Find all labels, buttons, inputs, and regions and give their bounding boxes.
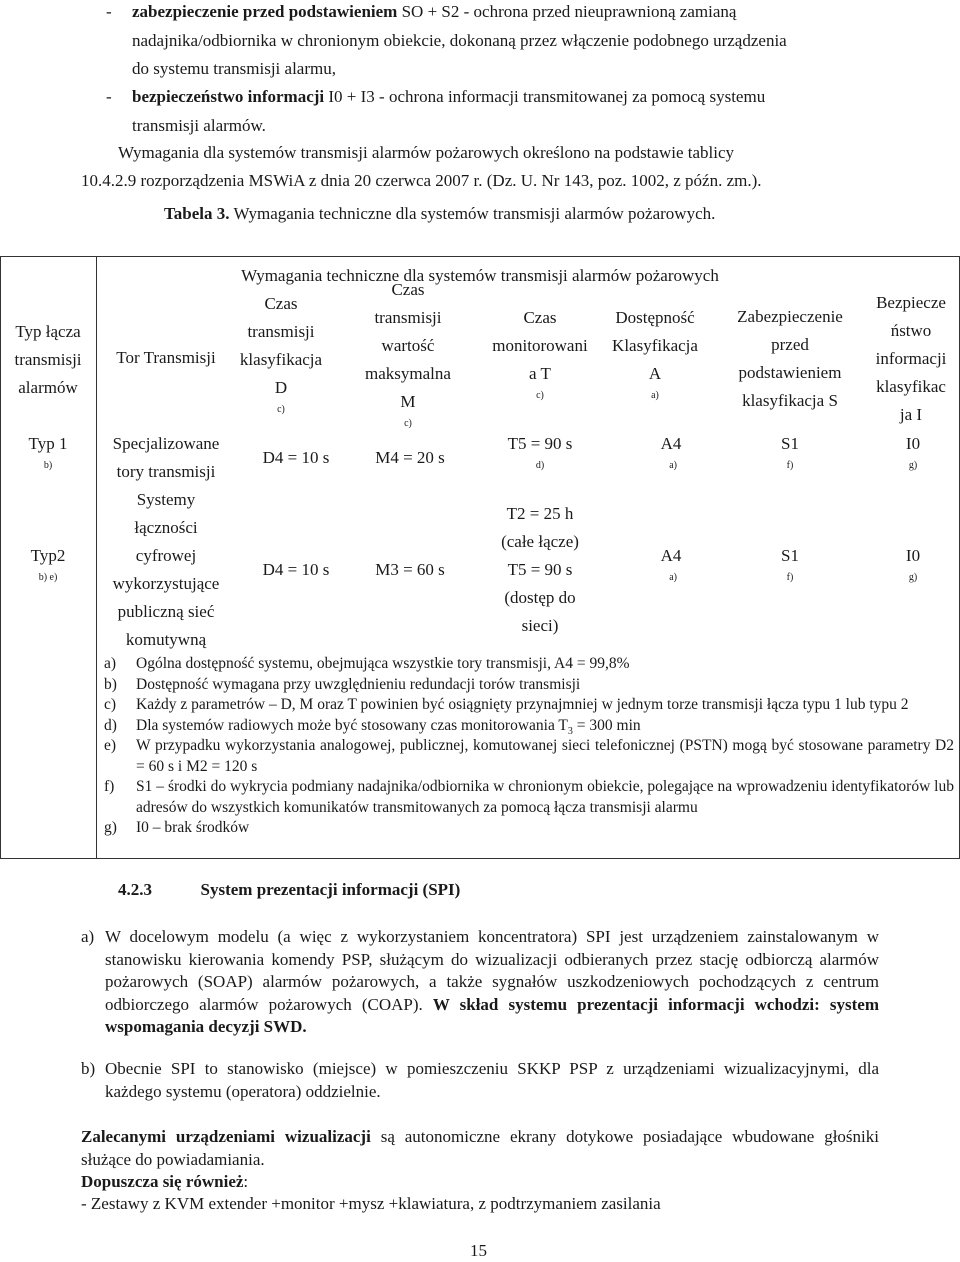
header-link-type: Typ łącza transmisji alarmów (14, 322, 82, 397)
information-security-line2: transmisji alarmów. (132, 116, 266, 135)
table-note-g: g) I0 – brak środków (104, 819, 250, 836)
information-security-desc: I0 + I3 - ochrona informacji transmitowanej za pomocą systemu (328, 87, 766, 106)
recommended-devices (81, 1126, 879, 1171)
table-row-1-t: T5 = 90 s $^{d)}$ (507, 434, 573, 472)
dash-2: - (106, 87, 112, 106)
section-item-b: Obecnie SPI to stanowisko (miejsce) w pomieszczeniu SKKP PSP z urządzeniami wizualizacyjnymi, dla każdego systemu (operatora) oddzielnie. (105, 1059, 879, 1101)
table-caption-text: Wymagania techniczne dla systemów transmisji alarmów pożarowych. (233, 204, 716, 223)
header-transmission-path: Tor Transmisji (116, 348, 216, 367)
header-time-m: Czas transmisji wartość maksymalna M $^{c)}$ (365, 280, 451, 430)
header-time-t: Czas monitorowani a T $^{c)}$ (492, 308, 588, 402)
term-information-security: bezpieczeństwo informacji (132, 87, 325, 106)
table-row-2-t: T2 = 25 h (całe łącze) T5 = 90 s (dostęp do sieci) (501, 504, 579, 635)
table-note-d: d) Dla systemów radiowych może być stosowany czas monitorowania $T_3 = 300$ min (104, 716, 641, 737)
table-notes (96, 654, 954, 839)
term-substitution-protection: zabezpieczenie przed podstawieniem (132, 2, 398, 21)
header-information-security: Bezpiecze ństwo informacji klasyfikac ja I (875, 293, 947, 424)
substitution-protection-desc: SO + S2 - ochrona przed nieuprawnioną zamianą (401, 2, 737, 21)
table-note-e: e) W przypadku wykorzystania analogowej, publicznej, komutowanej sieci telefonicznej (PSTN) mogą być stosowane parametry D2 = 60 s i M2 = 120 s (104, 737, 954, 775)
page-number: 15 (470, 1241, 487, 1260)
table-row-1-d: D4 = 10 s (262, 448, 330, 467)
section-item-a-key: a) (81, 927, 95, 946)
header-availability: Dostępność Klasyfikacja A $^{a)}$ (612, 308, 698, 402)
section-item-b-key: b) (81, 1059, 96, 1078)
table-note-c: c) Każdy z parametrów – D, M oraz T powinien być osiągnięty przynajmniej w jednym torze transmisji łącza typu 1 lub typu 2 (104, 696, 909, 713)
group-header: Wymagania techniczne dla systemów transmisji alarmów pożarowych (241, 266, 719, 285)
table-row-2-d: D4 = 10 s (262, 560, 330, 579)
table-row-2-type: Typ2 $^{b) e)}$ (30, 546, 66, 584)
recommended-devices-label: Zalecanymi urządzeniami wizualizacji (81, 1127, 371, 1146)
table-note-a: a) Ogólna dostępność systemu, obejmująca wszystkie tory transmisji, A4 = 99,8% (104, 655, 630, 672)
table-row-1-i: I0 $^{g)}$ (905, 434, 921, 472)
table-row-2-s: S1 $^{f)}$ (781, 546, 799, 584)
table-row-1-a: A4 $^{a)}$ (660, 434, 682, 472)
section-number: 4.2.3 (118, 880, 152, 899)
table-row-1-path: Specjalizowane tory transmisji (112, 434, 220, 481)
substitution-protection-line2: nadajnika/odbiornika w chronionym obiekcie, dokonaną przez włączenie podobnego urządzenia (132, 31, 787, 50)
also-allowed-item: - Zestawy z KVM extender +monitor +mysz +klawiatura, z podtrzymaniem zasilania (81, 1194, 661, 1213)
dash-1: - (106, 2, 112, 21)
table-row-1-m: M4 = 20 s (375, 448, 445, 467)
also-allowed: Dopuszcza się również: (81, 1172, 249, 1191)
header-time-d: Czas transmisji klasyfikacja D $^{c)}$ (239, 294, 323, 416)
section-title: System prezentacji informacji (SPI) (200, 880, 461, 899)
requirements-paragraph-line1: Wymagania dla systemów transmisji alarmów pożarowych określono na podstawie tablicy (118, 143, 735, 162)
header-substitution-protection: Zabezpieczenie przed podstawieniem klasyfikacja S (737, 307, 843, 410)
list-item-substitution-protection (132, 0, 881, 24)
table-row-2-path: Systemy łączności cyfrowej wykorzystujące publiczną sieć komutywną (112, 490, 220, 649)
table-row-1-s: S1 $^{f)}$ (781, 434, 799, 472)
substitution-protection-line3: do systemu transmisji alarmu, (132, 59, 336, 78)
table-caption-label: Tabela 3. (164, 204, 230, 223)
table-row-2-a: A4 $^{a)}$ (660, 546, 682, 584)
table-row-1-type: Typ 1 $^{b)}$ (28, 434, 68, 472)
table-note-f: f) S1 – środki do wykrycia podmiany nadajnika/odbiornika w chronionym obiekcie, polegające na wprowadzeniu identyfikatorów lub adresów do wszystkich komunikatów transmitowanych za pomocą łącza transmisji alarmu (104, 778, 954, 816)
recommended-devices-text: są autonomiczne ekrany dotykowe posiadające wbudowane głośniki służące do powiadamiania. (81, 1127, 879, 1169)
also-allowed-label: Dopuszcza się również (81, 1172, 244, 1191)
table-caption (164, 202, 715, 226)
section-item-a-text: W docelowym modelu (a więc z wykorzystaniem koncentratora) SPI jest urządzeniem zainstalowanym w stanowisku kierowania komendy PSP, służącym do wizualizacji odbieranych przez stację odbiorczą alarmów pożarowych (SOAP) alarmów pożarowych, a także sygnałów uszkodzeniowych pochodzących z centrum odbiorczego alarmów pożarowych (COAP). (105, 927, 879, 1014)
requirements-paragraph-line2: 10.4.2.9 rozporządzenia MSWiA z dnia 20 czerwca 2007 r. (Dz. U. Nr 143, poz. 1002, z późn. zm.). (81, 171, 762, 190)
table-row-2-i: I0 $^{g)}$ (905, 546, 921, 584)
section-item-a-bold: W skład systemu prezentacji informacji wchodzi: system wspomagania decyzji SWD. (105, 994, 879, 1036)
table-row-2-m: M3 = 60 s (375, 560, 445, 579)
table-note-b: b) Dostępność wymagana przy uwzględnieniu redundacji torów transmisji (104, 675, 581, 693)
section-item-a (105, 926, 879, 1039)
list-item-information-security (132, 85, 881, 109)
section-heading (118, 878, 460, 902)
